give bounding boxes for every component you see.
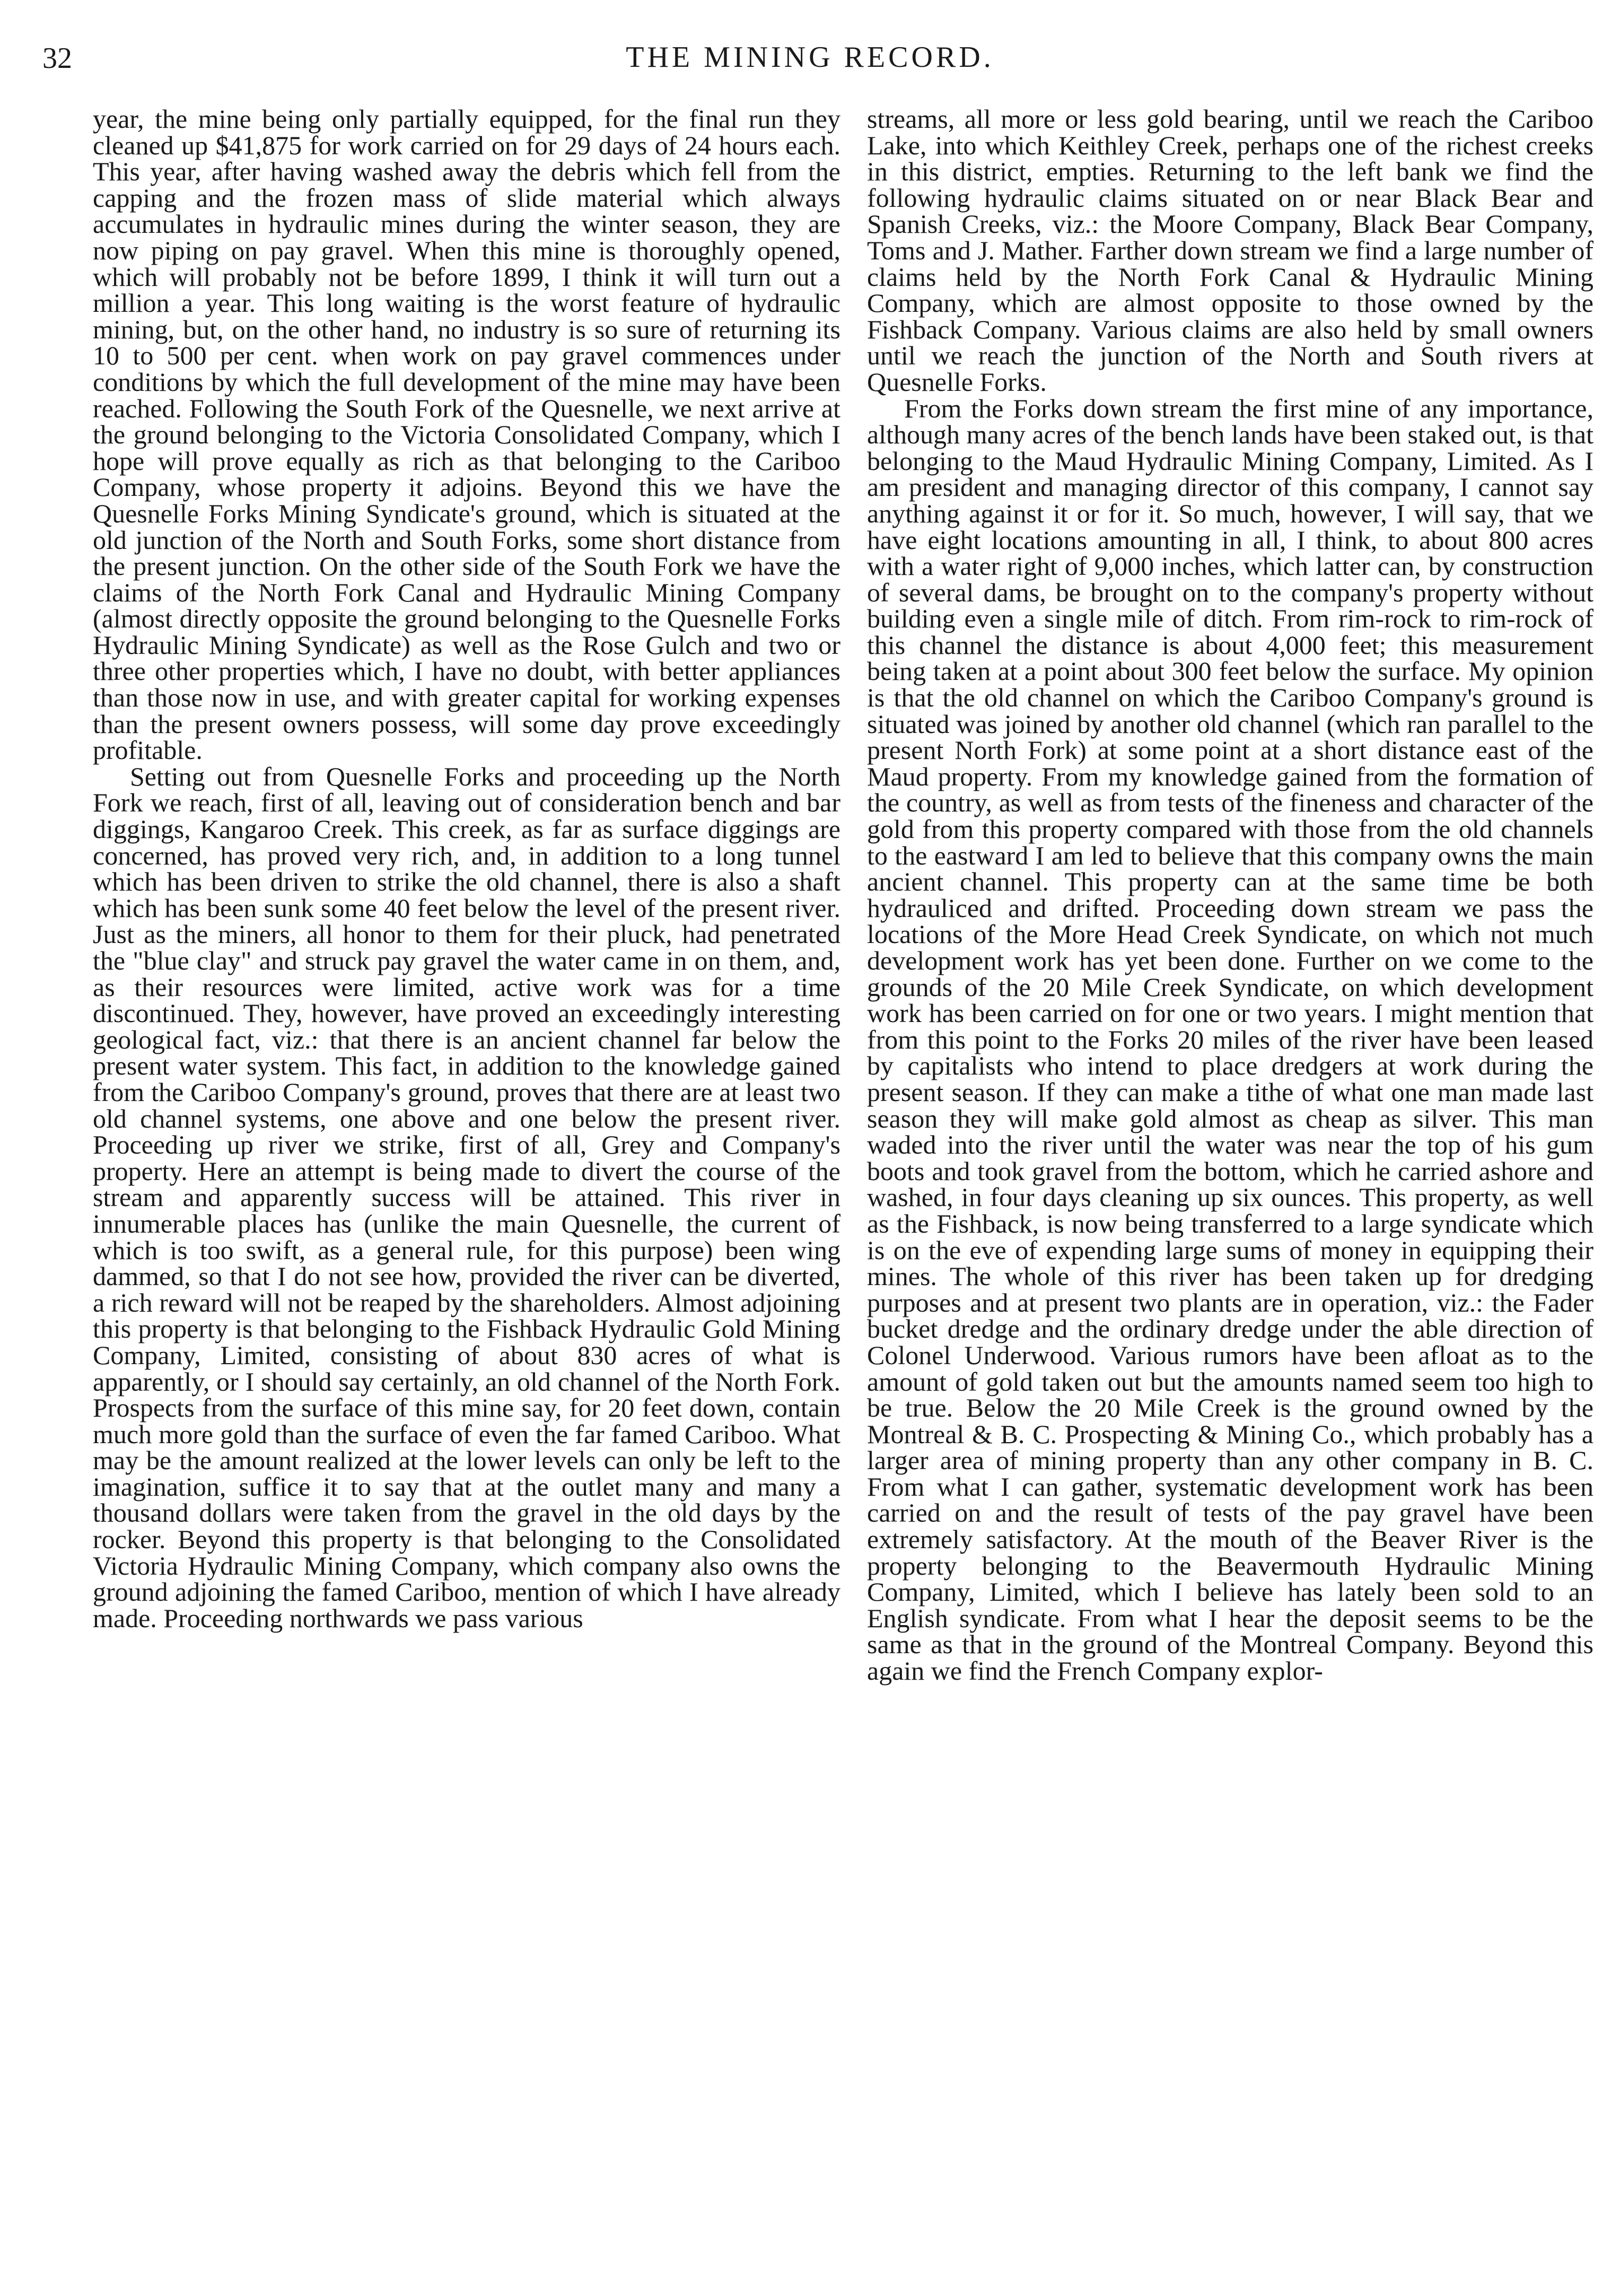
right-column xyxy=(867,106,1593,2259)
running-head-title: THE MINING RECORD. xyxy=(626,41,994,74)
paragraph: From the Forks down stream the first mine of any importance, although many acres of the bench lands have been staked out, is that belonging to the Maud Hydraulic Mining Company, Limited. As I am president and managing director of this company, I cannot say anything against it or for it. So much, however, I will say, that we have eight locations amounting in all, I think, to about 800 acres with a water right of 9,000 inches, which latter can, by construction of several dams, be brought on to the company's property without building even a single mile of ditch. From rim-rock to rim-rock of this channel the distance is about 4,000 feet; this measurement being taken at a point about 300 feet below the surface. My opinion is that the old channel on which the Cariboo Company's ground is situated was joined by another old channel (which ran parallel to the present North Fork) at some point at a short distance east of the Maud property. From my knowledge gained from the formation of the country, as well as from tests of the fineness and character of the gold from this property compared with those from the old channels to the eastward I am led to believe that this company owns the main ancient channel. This property can at the same time be both hydrauliced and drifted. Proceeding down stream we pass the locations of the More Head Creek Syndicate, on which not much development work has yet been done. Further on we come to the grounds of the 20 Mile Creek Syndicate, on which development work has been carried on for one or two years. I might mention that from this point to the Forks 20 miles of the river have been leased by capitalists who intend to place dredgers at work during the present season. If they can make a tithe of what one man made last season they will make gold almost as cheap as silver. This man waded into the river until the water was near the top of his gum boots and took gravel from the bottom, which he carried ashore and washed, in four days cleaning up six ounces. This property, as well as the Fishback, is now being transferred to a large syndicate which is on the eve of expending large sums of money in equipping their mines. The whole of this river has been taken up for dredging purposes and at present two plants are in operation, viz.: the Fader bucket dredge and the ordinary dredge under the able direction of Colonel Underwood. Various rumors have been afloat as to the amount of gold taken out but the amounts named seem too high to be true. Below the 20 Mile Creek is the ground owned by the Montreal & B. C. Prospecting & Mining Co., which probably has a larger area of mining property than any other company in B. C. From what I can gather, systematic development work has been carried on and the result of tests of the pay gravel have been extremely satisfactory. At the mouth of the Beaver River is the property belonging to the Beavermouth Hydraulic Mining Company, Limited, which I believe has lately been sold to an English syndicate. From what I hear the deposit seems to be the same as that in the ground of the Montreal Company. Beyond this again we find the French Company explor- xyxy=(867,393,1593,1686)
page-number: 32 xyxy=(42,42,72,75)
paragraph: Setting out from Quesnelle Forks and proceeding up the North Fork we reach, first of all, leaving out of consideration bench and bar diggings, Kangaroo Creek. This creek, as far as surface diggings are concerned, has proved very rich, and, in addition to a long tunnel which has been driven to strike the old channel, there is also a shaft which has been sunk some 40 feet below the level of the present river. Just as the miners, all honor to them for their pluck, had penetrated the "blue clay" and struck pay gravel the water came in on them, and, as their resources were limited, active work was for a time discontinued. They, however, have proved an exceedingly interesting geological fact, viz.: that there is an ancient channel far below the present water system. This fact, in addition to the knowledge gained from the Cariboo Company's ground, proves that there are at least two old channel systems, one above and one below the present river. Proceeding up river we strike, first of all, Grey and Company's property. Here an attempt is being made to divert the course of the stream and apparently success will be attained. This river in innumerable places has (unlike the main Quesnelle, the current of which is too swift, as a general rule, for this purpose) been wing dammed, so that I do not see how, provided the river can be diverted, a rich reward will not be reaped by the shareholders. Almost adjoining this property is that belonging to the Fishback Hydraulic Gold Mining Company, Limited, consisting of about 830 acres of what is apparently, or I should say certainly, an old channel of the North Fork. Prospects from the surface of this mine say, for 20 feet down, contain much more gold than the surface of even the far famed Cariboo. What may be the amount realized at the lower levels can only be left to the imagination, suffice it to say that at the outlet many and many a thousand dollars were taken from the gravel in the old days by the rocker. Beyond this property is that belonging to the Consolidated Victoria Hydraulic Mining Company, which company also owns the ground adjoining the famed Cariboo, mention of which I have already made. Proceeding northwards we pass various xyxy=(93,761,840,1633)
paragraph: streams, all more or less gold bearing, until we reach the Cariboo Lake, into which Keithley Creek, perhaps one of the richest creeks in this district, empties. Returning to the left bank we find the following hydraulic claims situated on or near Black Bear and Spanish Creeks, viz.: the Moore Company, Black Bear Company, Toms and J. Mather. Farther down stream we find a large number of claims held by the North Fork Canal & Hydraulic Mining Company, which are almost opposite to those owned by the Fishback Company. Various claims are also held by small owners until we reach the junction of the North and South rivers at Quesnelle Forks. xyxy=(867,106,1593,397)
paragraph: year, the mine being only partially equipped, for the final run they cleaned up $41,875 for work carried on for 29 days of 24 hours each. This year, after having washed away the debris which fell from the capping and the frozen mass of slide material which always accumulates in hydraulic mines during the winter season, they are now piping on pay gravel. When this mine is thoroughly opened, which will probably not be before 1899, I think it will turn out a million a year. This long waiting is the worst feature of hydraulic mining, but, on the other hand, no industry is so sure of returning its 10 to 500 per cent. when work on pay gravel commences under conditions by which the full development of the mine may have been reached. Following the South Fork of the Quesnelle, we next arrive at the ground belonging to the Victoria Consolidated Company, which I hope will prove equally as rich as that belonging to the Cariboo Company, whose property it adjoins. Beyond this we have the Quesnelle Forks Mining Syndicate's ground, which is situated at the old junction of the North and South Forks, some short distance from the present junction. On the other side of the South Fork we have the claims of the North Fork Canal and Hydraulic Mining Company (almost directly opposite the ground belonging to the Quesnelle Forks Hydraulic Mining Syndicate) as well as the Rose Gulch and two or three other properties which, I have no doubt, with better appliances than those now in use, and with greater capital for working expenses than the present owners possess, will some day prove exceedingly profitable. xyxy=(93,106,840,765)
left-column xyxy=(93,106,840,2259)
